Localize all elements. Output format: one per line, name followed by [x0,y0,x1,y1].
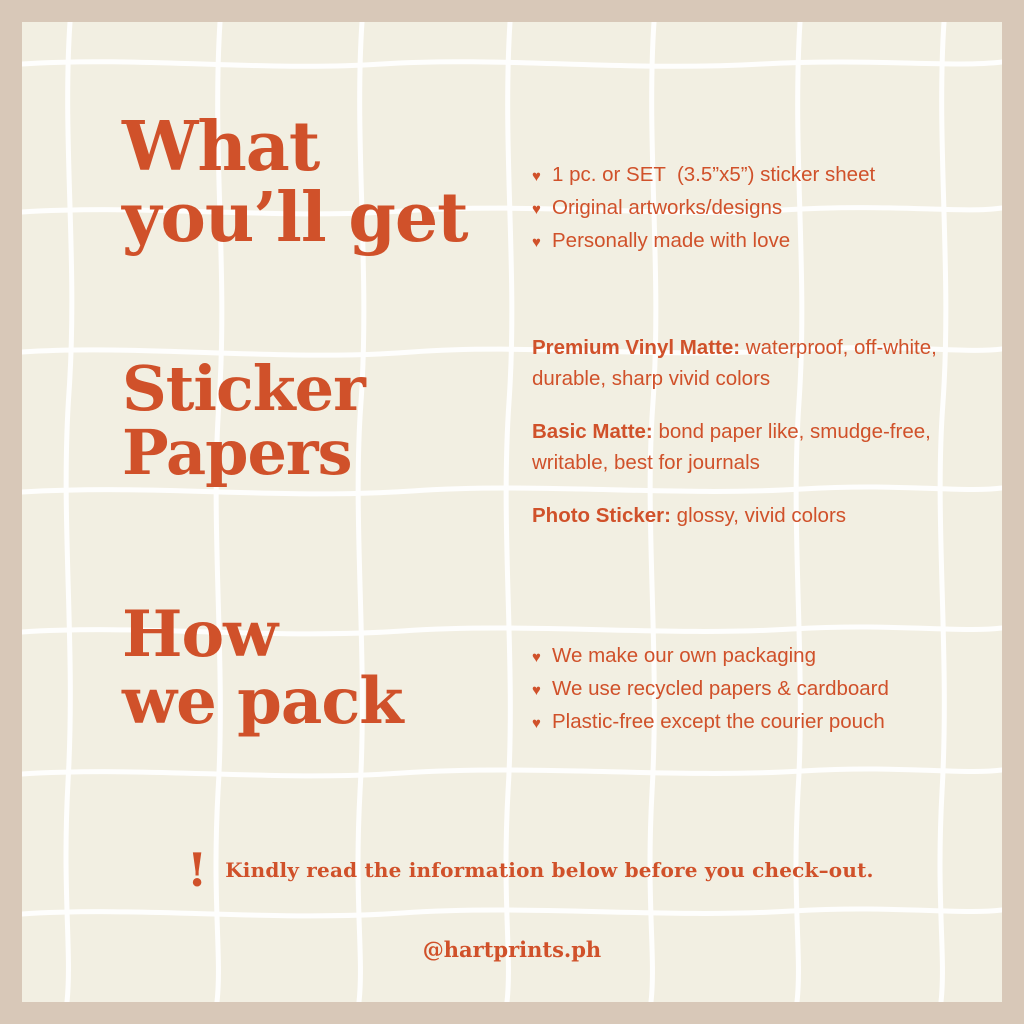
list-item-label: 1 pc. or SET (3.5”x5”) sticker sheet [552,163,876,186]
paper-type [532,500,972,531]
exclamation-icon: ! [187,843,208,897]
poster-canvas [22,22,1002,1002]
heart-icon: ♥ [532,234,541,251]
list-item-label: Plastic-free except the courier pouch [552,710,885,733]
brand-handle: @hartprints.ph [422,937,602,962]
heading-line: we pack [122,663,403,739]
heart-icon: ♥ [532,682,541,699]
list-item [532,673,889,706]
heart-icon: ♥ [532,201,541,218]
notice-text: Kindly read the information below before you check–out. [225,858,874,882]
list-item [532,640,889,673]
heading-line: Sticker [122,352,365,425]
heading-line: Papers [122,416,352,490]
heading-line: you’ll get [122,177,468,258]
heart-icon: ♥ [532,649,541,666]
heading-sticker-papers [122,352,365,490]
list-item-label: Original artworks/designs [552,196,783,219]
list-item-label: Personally made with love [552,229,791,252]
heading-what-youll-get [122,107,468,258]
heart-icon: ♥ [532,715,541,732]
heart-icon: ♥ [532,168,541,185]
heading-how-we-pack [122,597,403,739]
list-item [532,192,875,225]
paper-type-desc: bond paper like, smudge-free, writable, best for journals [532,420,931,474]
list-item-label: We make our own packaging [552,644,816,667]
list-sticker-papers [532,332,972,531]
heading-line: What [122,107,320,187]
paper-type [532,332,972,394]
list-item-label: We use recycled papers & cardboard [552,677,889,700]
paper-type-name: Basic Matte: [532,420,653,443]
paper-type-name: Premium Vinyl Matte: [532,336,741,359]
paper-type-desc: waterproof, off-white, durable, sharp vivid colors [532,336,937,390]
list-item [532,706,889,739]
notice-banner [187,843,874,897]
list-what-youll-get [532,159,875,258]
paper-type [532,416,972,478]
heading-line: How [122,597,278,672]
list-item [532,225,875,258]
list-how-we-pack [532,640,889,739]
paper-type-name: Photo Sticker: [532,504,671,527]
paper-type-desc: glossy, vivid colors [670,504,847,527]
list-item [532,159,875,192]
